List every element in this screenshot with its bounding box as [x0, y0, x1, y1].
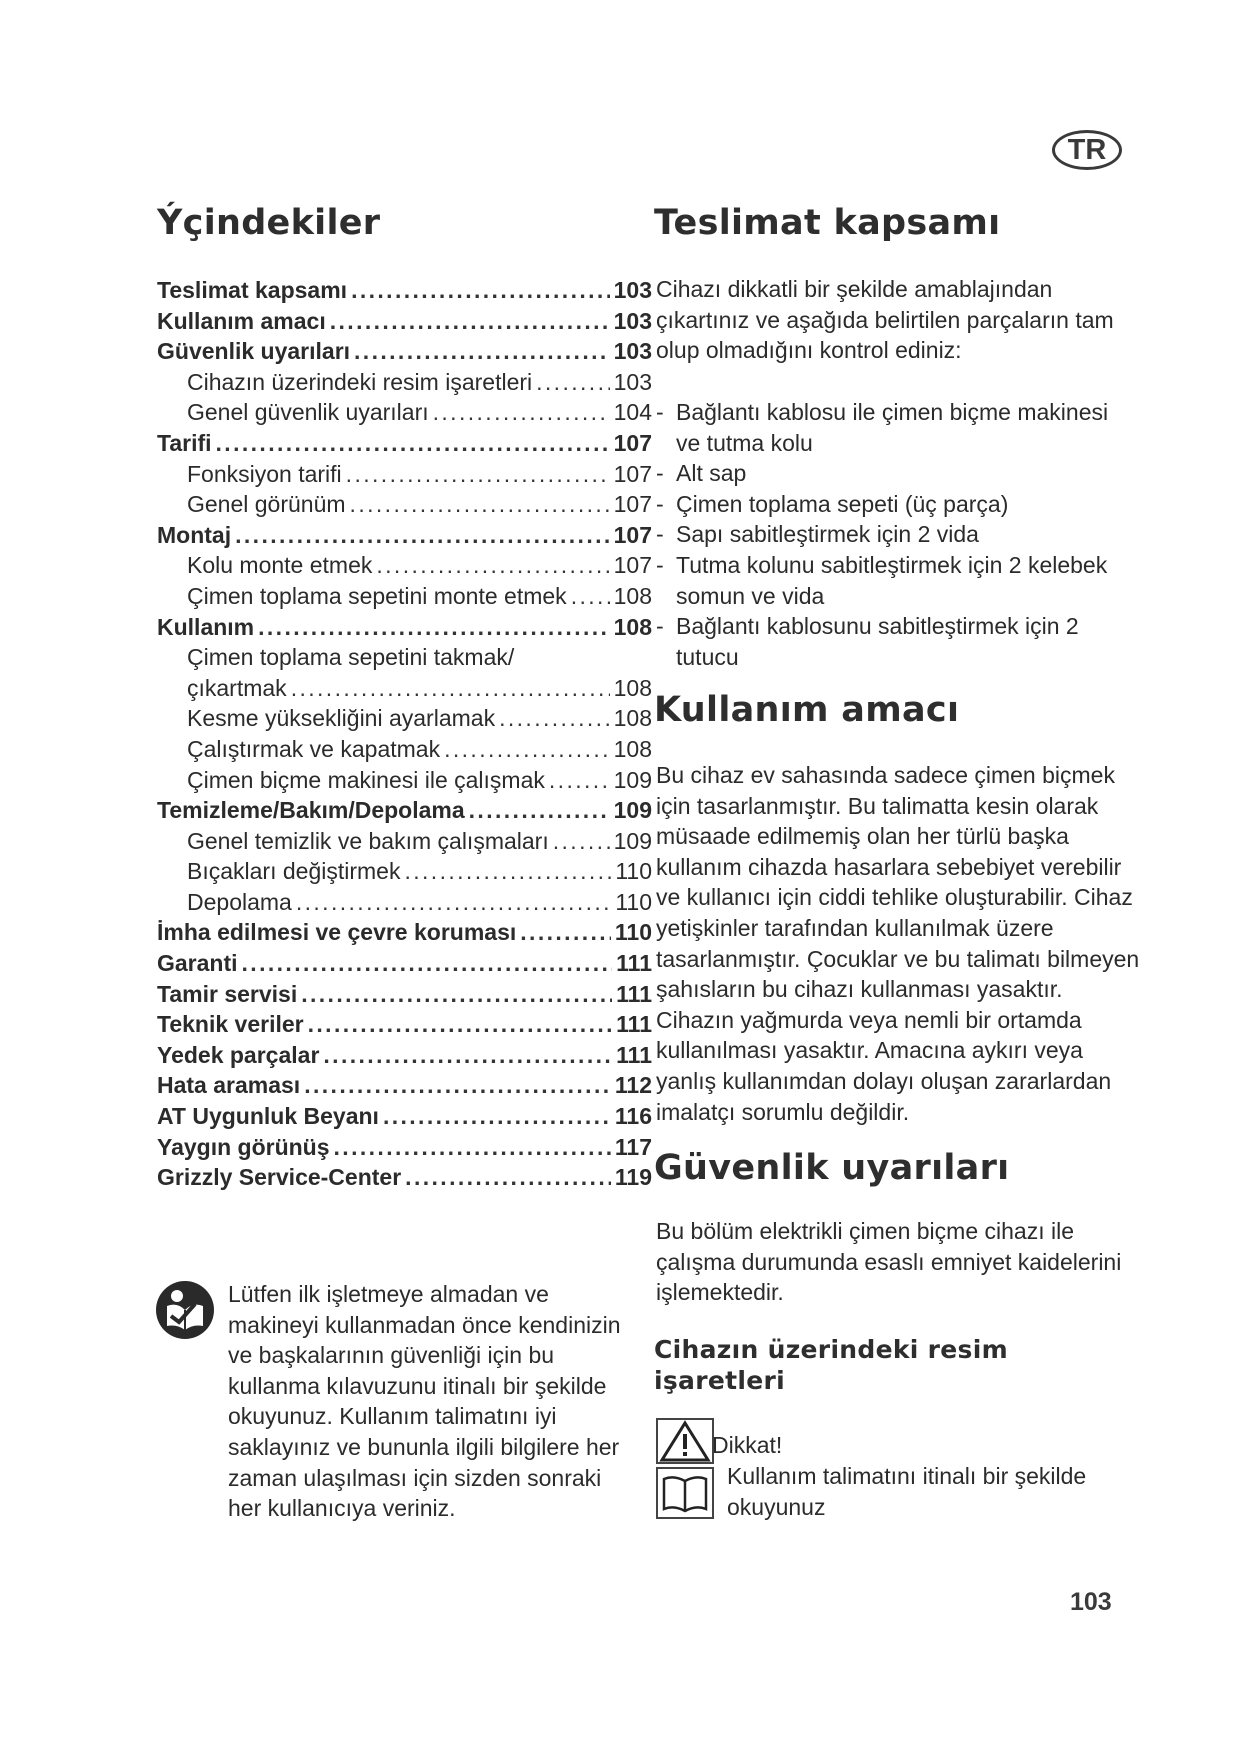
toc-entry	[157, 797, 652, 828]
page-number: 103	[1070, 1588, 1112, 1616]
delivery-title: Teslimat kapsamı	[654, 203, 1001, 243]
language-badge: TR	[1052, 130, 1122, 170]
toc-entry	[157, 950, 652, 981]
safety-title: Güvenlik uyarıları	[654, 1148, 1010, 1188]
toc-entry-page: 111	[616, 980, 652, 1007]
symbols-title: Cihazın üzerindeki resim işaretleri	[654, 1335, 1008, 1395]
toc-entry-title: Tarifi	[157, 429, 212, 456]
toc-entry-page: 107	[613, 521, 652, 548]
toc-leader-dots	[330, 308, 610, 335]
toc-leader-dots	[350, 491, 610, 518]
toc-entry-page: 109	[613, 827, 652, 854]
toc-entry-page: 116	[614, 1103, 652, 1130]
toc-leader-dots	[354, 338, 610, 365]
symbol-text: Kullanım talimatını itinalı bir şekilde okuyunuz	[727, 1463, 1087, 1520]
toc-entry-page: 108	[613, 582, 652, 609]
usage-text: Bu cihaz ev sahasında sadece çimen biçmek için tasarlanmıştır. Bu talimatta kesin olarak müsaade edilmemiş olan her türlü başka kullanım cihazda hasarlara sebebiyet verebilir ve kullanıcı için ciddi tehlike oluşturabilir. Cihaz yetişkinler tarafından kullanılmak üzere tasarlanmıştır. Çocuklar ve bu talimatı bilmeyen şahısların bu cihazı kullanması yasaktır. Cihazın yağmurda veya nemli bir ortamda kullanılması yasaktır. Amacına aykırı veya yanlış kullanımdan dolayı oluşan zararlardan imalatçı sorumlu değildir.	[656, 762, 1140, 1125]
toc-entry-title: Genel temizlik ve bakım çalışmaları	[187, 827, 549, 854]
toc-leader-dots	[571, 583, 610, 610]
toc-entry-page: 107	[613, 429, 652, 456]
toc-entry-page: 112	[614, 1072, 652, 1099]
read-manual-icon	[155, 1280, 215, 1340]
toc-leader-dots	[308, 1011, 613, 1038]
toc-leader-dots	[376, 552, 609, 579]
toc-entry-title: Bıçakları değiştirmek	[187, 858, 401, 885]
toc-entry	[157, 1042, 652, 1073]
toc-entry-title: Grizzly Service-Center	[157, 1164, 402, 1191]
toc-entry	[157, 277, 652, 308]
toc-entry	[157, 858, 652, 889]
toc-entry	[157, 705, 652, 736]
toc-entry	[157, 828, 652, 859]
toc-leader-dots	[351, 277, 610, 304]
manual-book-icon	[656, 1467, 714, 1519]
toc-leader-dots	[301, 981, 612, 1008]
toc-leader-dots	[346, 461, 610, 488]
toc-entry-title: Depolama	[187, 888, 292, 915]
toc-leader-dots	[258, 614, 610, 641]
toc-entry	[157, 1134, 652, 1165]
toc-leader-dots	[433, 399, 610, 426]
toc-entry-title: İmha edilmesi ve çevre koruması	[157, 919, 517, 946]
toc-leader-dots	[536, 369, 610, 396]
toc-entry-page: 108	[613, 735, 652, 762]
toc-entry-page: 109	[613, 797, 652, 824]
toc-entry	[157, 369, 652, 400]
toc-entry-title: Teknik veriler	[157, 1011, 304, 1038]
delivery-list-item: - Çimen toplama sepeti (üç parça)	[656, 489, 1126, 520]
toc-entry	[157, 583, 652, 614]
toc-entry-title: Yedek parçalar	[157, 1041, 320, 1068]
toc-leader-dots	[469, 797, 610, 824]
toc-entry	[157, 675, 652, 706]
toc-entry	[157, 614, 652, 645]
toc-entry-page: 108	[613, 705, 652, 732]
delivery-list	[656, 397, 1126, 672]
toc-entry-title: Genel güvenlik uyarıları	[187, 399, 429, 426]
toc-entry-title: Kesme yüksekliğini ayarlamak	[187, 705, 496, 732]
toc-leader-dots	[404, 858, 611, 885]
toc-entry-title: Yaygın görünüş	[157, 1133, 330, 1160]
toc-leader-dots	[242, 950, 613, 977]
toc-entry	[157, 889, 652, 920]
delivery-intro: Cihazı dikkatli bir şekilde amablajından çıkartınız ve aşağıda belirtilen parçaların tam olup olmadığını kontrol ediniz:	[656, 276, 1114, 364]
notice-text: Lütfen ilk işletmeye almadan ve makineyi kullanmadan önce kendinizin ve başkalarının güvenliği için bu kullanma kılavuzunu itinalı bir şekilde okuyunuz. Kullanım talimatını iyi saklayınız ve bununla ilgili bilgilere her zaman ulaşılması için sizden sonraki her kullanıcıya veriniz.	[228, 1281, 621, 1522]
delivery-list-item: - Alt sap	[656, 458, 1126, 489]
toc-entry	[157, 338, 652, 369]
toc-leader-dots	[444, 736, 610, 763]
toc-entry-page: 111	[616, 950, 652, 977]
toc-entry-title: Çimen toplama sepetini takmak/	[187, 644, 515, 671]
toc-entry-title: Genel görünüm	[187, 491, 346, 518]
toc-entry-page: 107	[613, 460, 652, 487]
toc-entry-title: Teslimat kapsamı	[157, 277, 348, 303]
toc-leader-dots	[235, 522, 610, 549]
toc-entry-title: Cihazın üzerindeki resim işaretleri	[187, 368, 533, 395]
toc-entry-title: Tamir servisi	[157, 980, 298, 1007]
toc-leader-dots	[499, 705, 610, 732]
toc-entry	[157, 399, 652, 430]
toc-entry	[157, 981, 652, 1012]
warning-triangle-icon	[656, 1418, 714, 1464]
toc-entry-page: 103	[613, 368, 652, 395]
toc-entry-page: 103	[613, 307, 652, 334]
toc-entry-title: Hata araması	[157, 1072, 301, 1099]
toc-entry	[157, 736, 652, 767]
toc-entry	[157, 491, 652, 522]
toc-entry-page: 110	[614, 919, 652, 946]
toc-entry	[157, 919, 652, 950]
toc-entry-title: Çimen toplama sepetini monte etmek	[187, 582, 567, 609]
toc-entry-page: 104	[613, 399, 652, 426]
toc-entry-title: çıkartmak	[187, 674, 287, 701]
toc-entry	[157, 767, 652, 798]
delivery-list-item: - Sapı sabitleştirmek için 2 vida	[656, 519, 1126, 550]
toc-entry-page: 111	[616, 1041, 652, 1068]
toc-entry-page: 109	[613, 766, 652, 793]
toc-entry	[157, 522, 652, 553]
toc-entry	[157, 1164, 652, 1195]
toc-entry-title: Çalıştırmak ve kapatmak	[187, 735, 441, 762]
attention-label: Dikkat!	[712, 1432, 783, 1458]
toc-entry-page: 111	[616, 1011, 652, 1038]
toc-entry-title: Kolu monte etmek	[187, 552, 373, 579]
toc-entry-page: 108	[613, 613, 652, 640]
toc-entry-title: Temizleme/Bakım/Depolama	[157, 797, 465, 824]
toc-leader-dots	[383, 1103, 611, 1130]
toc-entry-page: 110	[615, 858, 652, 885]
safety-text: Bu bölüm elektrikli çimen biçme cihazı ile çalışma durumunda esaslı emniyet kaidelerini işlemektedir.	[656, 1218, 1122, 1306]
toc-entry	[157, 552, 652, 583]
toc-entry-title: Güvenlik uyarıları	[157, 338, 351, 365]
toc-entry	[157, 1072, 652, 1103]
toc-leader-dots	[304, 1072, 611, 1099]
toc-entry-title: Kullanım amacı	[157, 307, 326, 334]
delivery-list-item: - Tutma kolunu sabitleştirmek için 2 kelebek somun ve vida	[656, 550, 1126, 611]
toc-entry-page: 107	[613, 491, 652, 518]
toc-entry-title: Kullanım	[157, 613, 255, 640]
toc-title: Ýçindekiler	[157, 203, 381, 243]
toc-entry-page: 117	[614, 1133, 652, 1160]
toc-leader-dots	[323, 1042, 612, 1069]
toc-entry-page: 103	[613, 338, 652, 365]
toc-entry-title: Montaj	[157, 521, 232, 548]
toc-entry-page: 110	[615, 888, 652, 915]
toc-entry-page: 103	[613, 277, 652, 303]
toc-leader-dots	[553, 828, 610, 855]
toc-leader-dots	[334, 1134, 611, 1161]
delivery-list-item: - Bağlantı kablosu ile çimen biçme makinesi ve tutma kolu	[656, 397, 1126, 458]
toc-leader-dots	[520, 919, 611, 946]
usage-title: Kullanım amacı	[654, 690, 960, 730]
toc-entry	[157, 430, 652, 461]
toc-entry-title: Garanti	[157, 950, 238, 977]
toc-leader-dots	[296, 889, 611, 916]
toc-leader-dots	[405, 1164, 611, 1191]
toc-leader-dots	[216, 430, 610, 457]
toc-entry	[157, 1011, 652, 1042]
toc-entry-page: 108	[613, 674, 652, 701]
toc-entry-title: Fonksiyon tarifi	[187, 460, 342, 487]
toc-entry-title: AT Uygunluk Beyanı	[157, 1103, 379, 1130]
toc-entry-page: 119	[614, 1164, 652, 1191]
toc-leader-dots	[549, 767, 610, 794]
toc-leader-dots	[291, 675, 610, 702]
toc-entry	[157, 461, 652, 492]
delivery-list-item: - Bağlantı kablosunu sabitleştirmek için 2 tutucu	[656, 611, 1126, 672]
toc-entry-page: 107	[613, 552, 652, 579]
toc-entry	[157, 308, 652, 339]
toc-entry	[157, 1103, 652, 1134]
table-of-contents	[157, 277, 652, 1195]
toc-entry-title: Çimen biçme makinesi ile çalışmak	[187, 766, 545, 793]
